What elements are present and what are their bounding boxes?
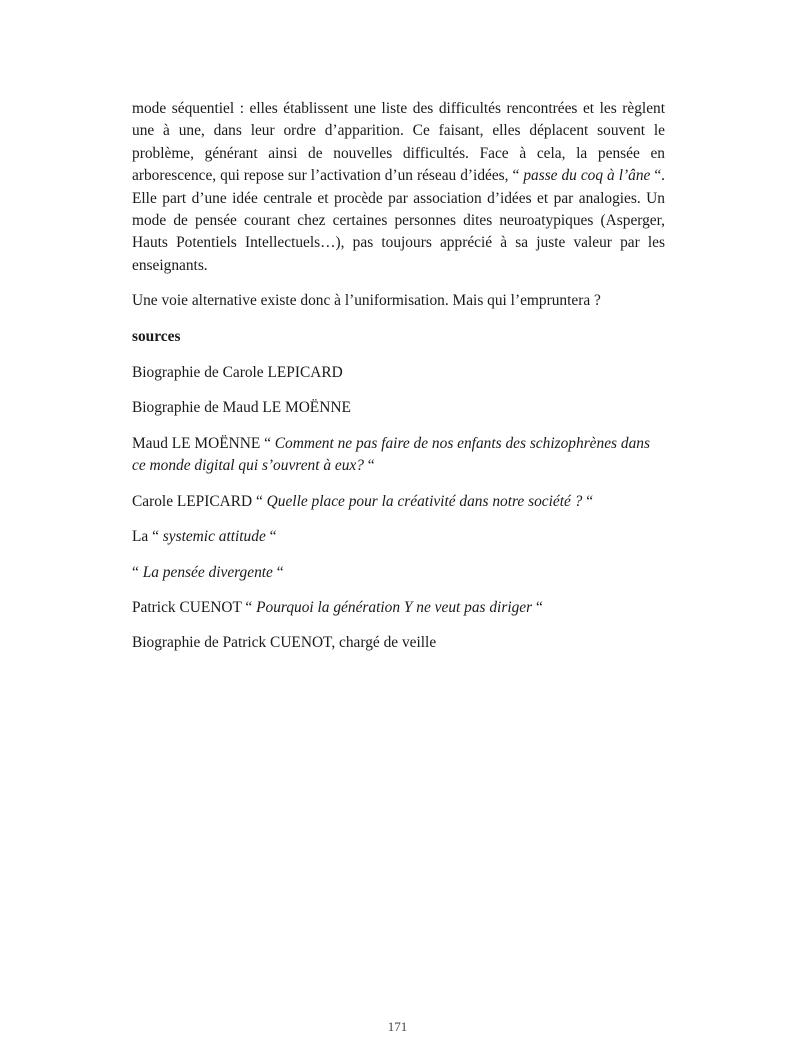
source-suffix: “ bbox=[582, 492, 594, 510]
sources-heading: sources bbox=[132, 327, 181, 345]
source-item bbox=[132, 597, 665, 619]
source-title: systemic attitude bbox=[162, 528, 266, 546]
source-suffix: “ bbox=[272, 563, 284, 581]
page-number: 171 bbox=[387, 1019, 408, 1034]
source-item bbox=[132, 397, 665, 419]
source-text: Biographie de Carole LEPICARD bbox=[132, 364, 343, 382]
source-item bbox=[132, 433, 665, 478]
source-text: “ bbox=[132, 563, 143, 581]
source-suffix: “ bbox=[363, 457, 375, 475]
source-item bbox=[132, 526, 665, 548]
body-paragraph-conclusion: Une voie alternative existe donc à l’uniformisation. Mais qui l’empruntera ? bbox=[132, 292, 601, 310]
page-body bbox=[132, 98, 665, 655]
source-item bbox=[132, 491, 665, 513]
source-text: La “ bbox=[132, 528, 163, 546]
source-item bbox=[132, 562, 665, 584]
source-text: Maud LE MOËNNE “ bbox=[132, 434, 275, 452]
source-suffix: “ bbox=[265, 528, 277, 546]
source-item bbox=[132, 632, 665, 654]
source-title: La pensée divergente bbox=[142, 563, 273, 581]
paragraph-text-continued: “. Elle part d’une idée centrale et procède par association d’idées et par analogies. Un mode de pensée courant chez certaines personnes dites neuroatypiques (Asperger, Hauts Potentiels Intellectuels…), pas toujours apprécié à sa juste valeur par les enseignants. bbox=[132, 167, 665, 274]
body-paragraph bbox=[132, 98, 665, 277]
source-suffix: “ bbox=[532, 598, 543, 616]
source-text: Biographie de Patrick CUENOT, chargé de veille bbox=[132, 634, 437, 652]
source-item bbox=[132, 362, 665, 384]
source-text: Biographie de Maud LE MOËNNE bbox=[132, 399, 351, 417]
source-title: Pourquoi la génération Y ne veut pas diriger bbox=[256, 598, 533, 616]
paragraph-text: mode séquentiel : elles établissent une liste des difficultés rencontrées et les règlent une à une, dans leur ordre d’apparition. Ce faisant, elles déplacent souvent le problème, générant ainsi de nouvelles difficultés. Face à cela, la pensée en arborescence, qui repose sur l’activation d’un réseau d’idées, “ bbox=[132, 100, 665, 185]
source-title: Quelle place pour la créativité dans notre société ? bbox=[266, 492, 583, 510]
source-title: Comment ne pas faire de nos enfants des schizophrènes dans ce monde digital qui s’ouvrent à eux? bbox=[132, 434, 650, 475]
sources-list bbox=[132, 362, 665, 655]
source-text: Patrick CUENOT “ bbox=[132, 598, 257, 616]
source-text: Carole LEPICARD “ bbox=[132, 492, 267, 510]
paragraph-italic-text: passe du coq à l’âne bbox=[523, 167, 651, 185]
